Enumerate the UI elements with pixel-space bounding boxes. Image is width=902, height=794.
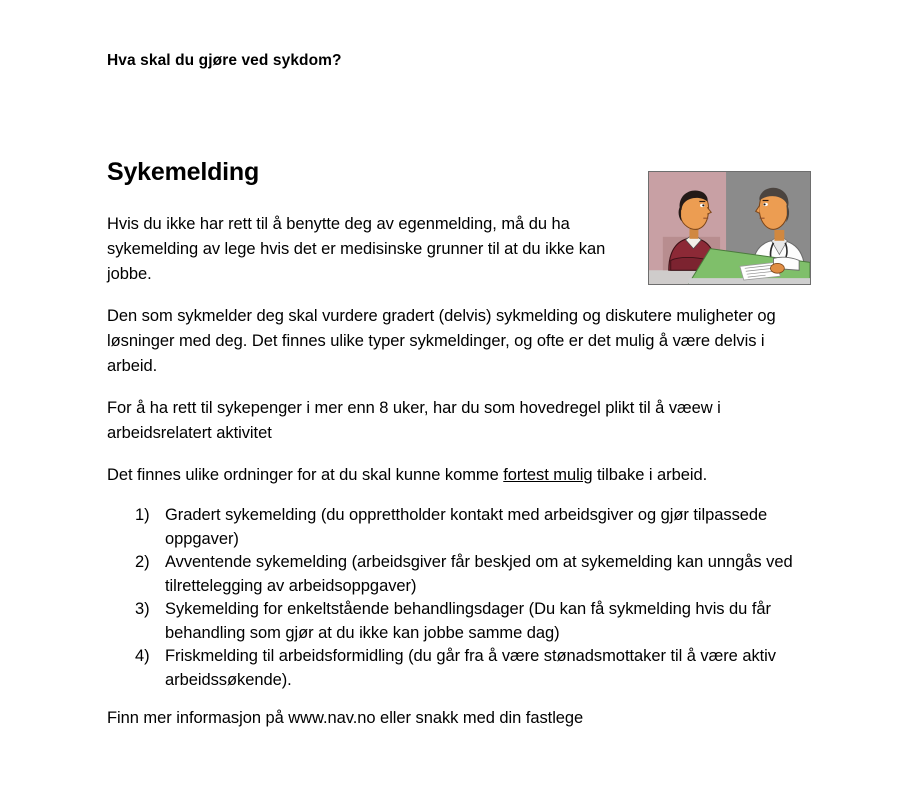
page-title: Sykemelding <box>107 157 260 186</box>
list-intro-underlined: fortest mulig <box>503 466 593 484</box>
list-item-marker: 1) <box>135 506 150 524</box>
list-item-label: Friskmelding til arbeidsformidling (du går fra å være stønadsmottaker til å være aktiv arbeidssøkende). <box>165 647 777 689</box>
list-intro-after: tilbake i arbeid. <box>592 466 708 484</box>
list-item-label: Avventende sykemelding (arbeidsgiver får beskjed om at sykemelding kan unngås ved tilrettelegging av arbeidsoppgaver) <box>165 553 793 595</box>
paragraph-2: Den som sykmelder deg skal vurdere gradert (delvis) sykmelding og diskutere muligheter og løsninger med deg. Det finnes ulike typer sykmeldinger, og ofte er det mulig å være delvis i arbeid. <box>107 307 776 375</box>
list-item-marker: 2) <box>135 553 150 571</box>
list-intro-before: Det finnes ulike ordninger for at du skal kunne komme <box>107 466 504 484</box>
doctor-pupil <box>763 203 765 205</box>
paragraph-1: Hvis du ikke har rett til å benytte deg av egenmelding, må du ha sykemelding av lege hvis det er medisinske grunner til at du ikke kan jobbe. <box>107 215 606 283</box>
paragraph-list-intro <box>107 463 807 488</box>
list-item <box>107 504 807 551</box>
footer-info-text: Finn mer informasjon på www.nav.no eller snakk med din fastlege <box>107 709 584 727</box>
paragraph-3: For å ha rett til sykepenger i mer enn 8 uker, har du som hovedregel plikt til å væew i arbeidsrelatert aktivitet <box>107 399 721 442</box>
list-item <box>107 645 807 692</box>
list-item <box>107 598 807 645</box>
list-item-marker: 4) <box>135 647 150 665</box>
list-item-marker: 3) <box>135 600 150 618</box>
list-item <box>107 551 807 598</box>
list-item-label: Sykemelding for enkeltstående behandlingsdager (Du kan få sykmelding hvis du får behandling som gjør at du ikke kan jobbe samme dag) <box>165 600 771 642</box>
patient-pupil <box>702 204 704 206</box>
document-header-text: Hva skal du gjøre ved sykdom? <box>107 52 342 69</box>
list-item-label: Gradert sykemelding (du opprettholder kontakt med arbeidsgiver og gjør tilpassede oppgaver) <box>165 506 768 548</box>
document-body <box>107 212 807 692</box>
sykemelding-options-list <box>107 504 807 692</box>
